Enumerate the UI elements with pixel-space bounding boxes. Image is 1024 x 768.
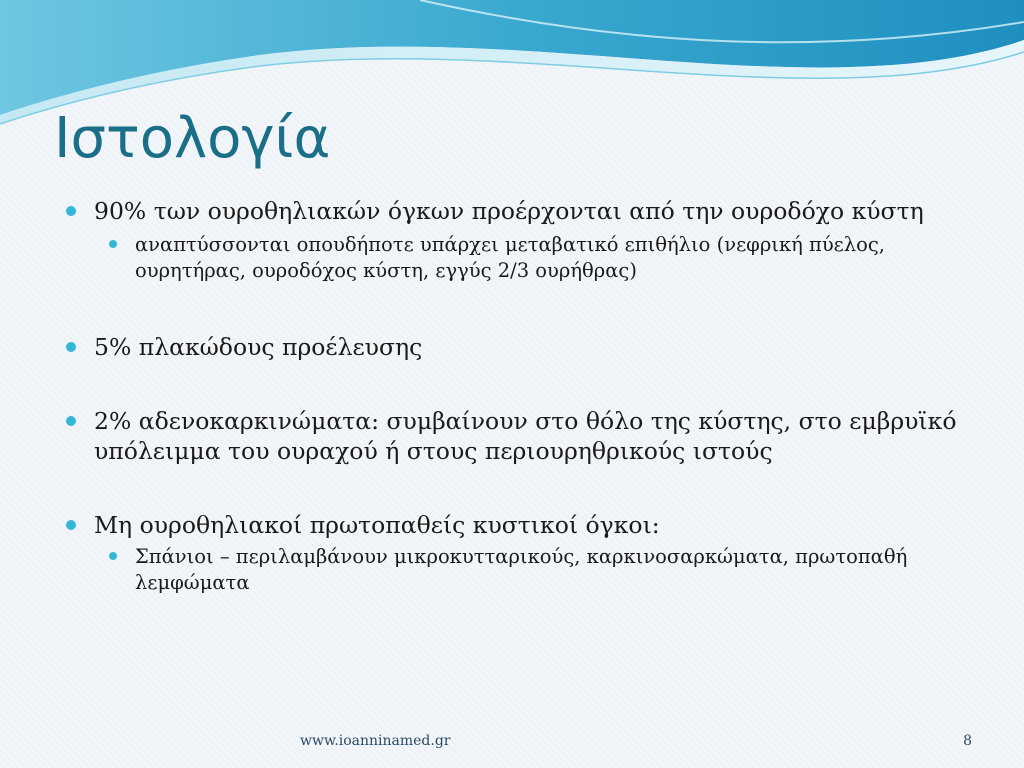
- sub-bullet-item: [62, 544, 962, 596]
- bullet-item: [62, 332, 962, 362]
- bullet-text: 90% των ουροθηλιακών όγκων προέρχονται από την ουροδόχο κύστη: [94, 197, 924, 225]
- bullet-icon: [66, 520, 76, 530]
- footer-url: www.ioanninamed.gr: [300, 733, 451, 749]
- bullet-icon: [66, 206, 76, 216]
- bullet-icon: [66, 416, 76, 426]
- page-number: 8: [963, 733, 972, 749]
- bullet-item: [62, 510, 962, 540]
- sub-bullet-item: [62, 232, 962, 284]
- bullet-text: Μη ουροθηλιακοί πρωτοπαθείς κυστικοί όγκοι:: [94, 511, 660, 539]
- slide-title: Ιστολογία: [54, 106, 331, 171]
- bullet-item: [62, 196, 962, 226]
- sub-bullet-text: αναπτύσσονται οπουδήποτε υπάρχει μεταβατικό επιθήλιο (νεφρική πύελος, ουρητήρας, ουροδόχος κύστη, εγγύς 2/3 ουρήθρας): [135, 233, 885, 282]
- sub-bullet-text: Σπάνιοι – περιλαμβάνουν μικροκυτταρικούς, καρκινοσαρκώματα, πρωτοπαθή λεμφώματα: [135, 545, 908, 594]
- bullet-item: [62, 406, 962, 466]
- bullet-text: 2% αδενοκαρκινώματα: συμβαίνουν στο θόλο της κύστης, στο εμβρυϊκό υπόλειμμα του ουραχού ή στους περιουρηθρικούς ιστούς: [94, 407, 957, 465]
- bullet-text: 5% πλακώδους προέλευσης: [94, 333, 423, 361]
- sub-bullet-icon: [109, 240, 117, 248]
- bullet-icon: [66, 342, 76, 352]
- sub-bullet-icon: [109, 552, 117, 560]
- bullet-list: [62, 196, 962, 596]
